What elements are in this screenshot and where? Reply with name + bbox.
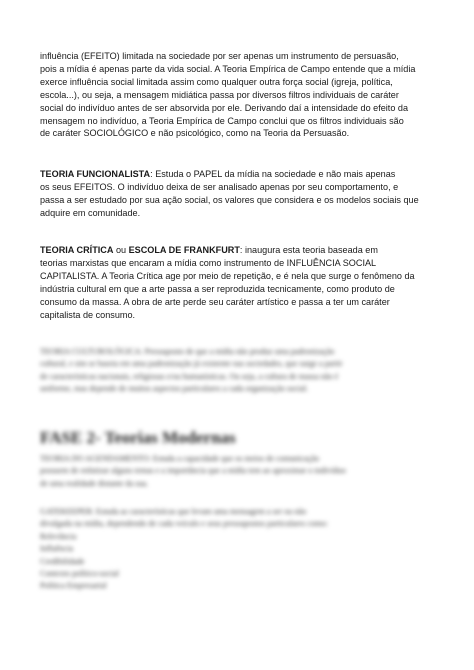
blurred-paragraph-agendamento	[40, 453, 440, 490]
text-fragment: : Estuda o PAPEL da mídia na sociedade e não mais apenas	[150, 169, 396, 179]
text-line: teorias marxistas que encaram a mídia como instrumento de INFLUÊNCIA SOCIAL	[40, 257, 377, 268]
text-line: pois a mídia é apenas parte da vida social. A Teoria Empírica de Campo entende que a mídia	[40, 63, 416, 74]
text-line: escola...), ou seja, a mensagem midiática passa por diversos filtros individuais de caráter	[40, 89, 399, 100]
text-line: adquire em comunidade.	[40, 207, 141, 218]
list-item: Contexto político-social	[40, 569, 119, 579]
text-line: exerce influência social limitada assim como qualquer outra força social (igreja, política,	[40, 76, 393, 87]
list-item: Política Empresarial	[40, 581, 107, 591]
text-line: indústria cultural em que a arte passa a ser reproduzida tecnicamente, como produto de	[40, 283, 395, 294]
text-line: possuem de enfatizar alguns temas e a importância que a mídia tem ao aproximar o indivíduo	[40, 466, 346, 476]
text-line: CAPITALISTA. A Teoria Crítica age por meio de repetição, e é nela que surge o fenômeno da	[40, 270, 415, 281]
text-fragment: ou	[113, 245, 129, 255]
text-line: consumo da massa. A obra de arte perde seu caráter artístico e passa a ter um caráter	[40, 296, 390, 307]
blurred-paragraph-teoria-culturologica	[40, 346, 440, 396]
text-line	[40, 244, 440, 257]
text-line: mensagem no indivíduo, a Teoria Empírica de Campo conclui que os filtros individuais são	[40, 115, 404, 126]
list-item: Credibilidade	[40, 556, 85, 566]
text-fragment: : inaugura esta teoria baseada em	[239, 245, 378, 255]
list-item: Relevância	[40, 531, 77, 541]
text-line: divulgada na mídia, dependendo de cada veículo e seus pressupostos particulares como:	[40, 519, 328, 529]
text-line: TEORIA CULTUROLÓGICA: Pressuposto de que a mídia não produz uma padronização	[40, 347, 335, 356]
term-teoria-critica: TEORIA CRÍTICA	[40, 245, 114, 255]
text-line: cultural, e sim se baseia em uma padronização já existente nas sociedades, que surge a partir	[40, 359, 343, 369]
text-line: de características nacionais, religiosas e/ou humanísticas. Ou seja, a cultura de massa não é	[40, 371, 339, 381]
blurred-paragraph-gatekeeper	[40, 506, 440, 593]
section-heading-fase-2: FASE 2- Teorias Modernas	[40, 428, 236, 447]
text-line: passa a ser estudado por sua ação social, os valores que considera e os modelos sociais que	[40, 194, 419, 205]
text-line: GATEKEEPER: Estuda as características que levam uma mensagem a ser ou não	[40, 507, 307, 516]
text-line	[40, 168, 440, 181]
text-line: de caráter SOCIOLÓGICO e não psicológico, como na Teoria da Persuasão.	[40, 128, 350, 139]
paragraph-teoria-empirica	[40, 50, 440, 140]
text-line: uniforme, mas depende de muitos aspectos particulares a cada organização social.	[40, 384, 309, 394]
list-item: Influência	[40, 544, 74, 554]
text-line: influência (EFEITO) limitada na sociedade por ser apenas um instrumento de persuasão,	[40, 51, 399, 61]
text-line: os seus EFEITOS. O indivíduo deixa de ser analisado apenas por seu comportamento, e	[40, 181, 399, 192]
term-teoria-funcionalista: TEORIA FUNCIONALISTA	[40, 169, 151, 179]
paragraph-teoria-funcionalista	[40, 168, 440, 220]
text-line: social do indivíduo antes de ser absorvida por ele. Derivando daí a intensidade do efeito da	[40, 102, 409, 113]
text-line: de uma realidade distante da sua.	[40, 478, 149, 488]
term-escola-de-frankfurt: ESCOLA DE FRANKFURT	[128, 245, 240, 255]
paragraph-teoria-critica	[40, 244, 440, 321]
text-line: capitalista de consumo.	[40, 309, 136, 320]
text-line: TEORIA DO AGENDAMENTO: Estuda a capacidade que os meios de comunicação	[40, 454, 320, 463]
